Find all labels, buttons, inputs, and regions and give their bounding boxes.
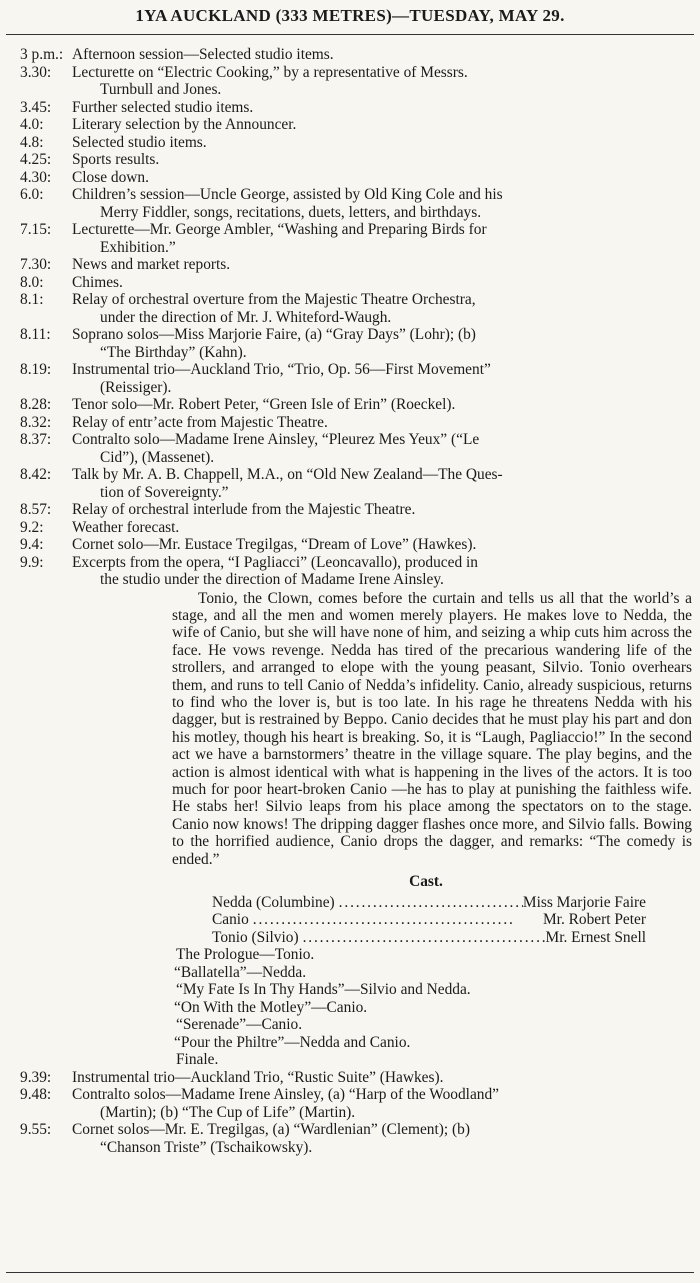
programme-time: 8.1: xyxy=(20,291,44,308)
programme-description xyxy=(72,256,692,274)
programme-item xyxy=(20,186,692,221)
programme-time: 8.28: xyxy=(20,396,52,413)
cast-list xyxy=(20,894,692,947)
programme-description-line: Literary selection by the Announcer. xyxy=(72,116,297,133)
programme-time: 8.57: xyxy=(20,501,52,518)
programme-time: 8.11: xyxy=(20,326,51,343)
programme-description xyxy=(72,134,692,152)
programme-description xyxy=(72,151,692,169)
programme-item xyxy=(20,1121,692,1156)
programme-time: 7.30: xyxy=(20,256,52,273)
programme-description-continuation: the studio under the direction of Madame Irene Ainsley. xyxy=(100,571,444,588)
programme-description-line: Contralto solo—Madame Irene Ainsley, “Pleurez Mes Yeux” (“Le xyxy=(72,431,480,448)
programme-description-line: Children’s session—Uncle George, assisted by Old King Cole and his xyxy=(72,186,503,203)
programme-description-line: Sports results. xyxy=(72,151,160,168)
programme-description xyxy=(72,221,692,256)
programme-description xyxy=(72,536,692,554)
programme-time: 4.0: xyxy=(20,116,44,133)
cast-role: Canio xyxy=(212,911,249,928)
programme-time: 4.25: xyxy=(20,151,52,168)
programme-description xyxy=(72,554,692,589)
cast-row xyxy=(212,911,646,929)
programme-time: 8.19: xyxy=(20,361,52,378)
programme-description xyxy=(72,361,692,396)
programme-description-line: Relay of orchestral overture from the Majestic Theatre Orchestra, xyxy=(72,291,476,308)
programme-description-continuation: under the direction of Mr. J. Whiteford-Waugh. xyxy=(100,308,392,326)
programme-description-continuation: (Martin); (b) “The Cup of Life” (Martin). xyxy=(100,1103,356,1121)
programme-item xyxy=(20,151,692,169)
programme-item xyxy=(20,1069,692,1087)
programme-description-line: Talk by Mr. A. B. Chappell, M.A., on “Old New Zealand—The Ques- xyxy=(72,466,503,483)
programme-description xyxy=(72,46,692,64)
programme-description-line: Soprano solos—Miss Marjorie Faire, (a) “Gray Days” (Lohr); (b) xyxy=(72,326,476,343)
programme-description xyxy=(72,169,692,187)
cast-actor: Mr. Ernest Snell xyxy=(545,928,646,946)
programme-description-line: Contralto solos—Madame Irene Ainsley, (a) “Harp of the Woodland” xyxy=(72,1086,500,1103)
programme-item xyxy=(20,116,692,134)
cast-actor: Miss Marjorie Faire xyxy=(522,893,646,911)
programme-description-continuation: Merry Fiddler, songs, recitations, duets, letters, and birthdays. xyxy=(100,203,482,221)
programme-item xyxy=(20,536,692,554)
programme-description xyxy=(72,326,692,361)
programme-description xyxy=(72,64,692,99)
programme-description-continuation: Turnbull and Jones. xyxy=(100,81,222,98)
programme-item xyxy=(20,291,692,326)
programme-time: 8.42: xyxy=(20,466,52,483)
leader-dots xyxy=(299,929,546,947)
programme-description xyxy=(72,186,692,221)
programme-time: 3 p.m.: xyxy=(20,46,64,63)
cast-row xyxy=(212,894,646,912)
programme-item xyxy=(20,274,692,292)
programme-time: 4.30: xyxy=(20,168,52,186)
programme-time: 8.37: xyxy=(20,431,52,448)
programme-time: 9.48: xyxy=(20,1086,52,1103)
programme-item xyxy=(20,361,692,396)
programme-item xyxy=(20,256,692,274)
programme-description-line: Afternoon session—Selected studio items. xyxy=(72,46,334,63)
programme-early xyxy=(20,46,692,589)
bottom-rule xyxy=(6,1272,694,1273)
opera-number: Finale. xyxy=(176,1051,219,1068)
cast-row xyxy=(212,929,646,947)
opera-numbers-list xyxy=(20,946,692,1069)
programme-item xyxy=(20,466,692,501)
programme-description xyxy=(72,274,692,292)
programme-description-line: News and market reports. xyxy=(72,256,231,273)
cast-role: Nedda (Columbine) xyxy=(212,893,335,911)
programme-time: 9.4: xyxy=(20,536,44,553)
opera-number: “My Fate Is In Thy Hands”—Silvio and Nedda. xyxy=(176,981,471,998)
programme-item xyxy=(20,554,692,589)
programme-item xyxy=(20,431,692,466)
programme-description xyxy=(72,1086,692,1121)
programme-time: 6.0: xyxy=(20,186,44,203)
programme-time: 9.55: xyxy=(20,1121,52,1138)
programme-description-line: Cornet solo—Mr. Eustace Tregilgas, “Dream of Love” (Hawkes). xyxy=(72,536,477,553)
programme-description-line: Relay of orchestral interlude from the Majestic Theatre. xyxy=(72,501,416,518)
programme-description-continuation: tion of Sovereignty.” xyxy=(100,483,229,501)
programme-description xyxy=(72,99,692,117)
programme-description xyxy=(72,116,692,134)
programme-description-line: Instrumental trio—Auckland Trio, “Rustic Suite” (Hawkes). xyxy=(72,1068,444,1086)
programme-item xyxy=(20,1086,692,1121)
programme-item xyxy=(20,46,692,64)
programme-time: 4.8: xyxy=(20,133,44,151)
programme-description xyxy=(72,431,692,466)
leader-dots xyxy=(249,911,543,929)
programme-time: 9.39: xyxy=(20,1068,52,1086)
programme-description xyxy=(72,519,692,537)
programme-list xyxy=(20,46,692,1156)
programme-time: 7.15: xyxy=(20,221,52,238)
programme-description xyxy=(72,414,692,432)
leader-dots xyxy=(335,894,523,912)
opera-number: “Ballatella”—Nedda. xyxy=(174,963,307,981)
programme-description-line: Excerpts from the opera, “I Pagliacci” (Leoncavallo), produced in xyxy=(72,553,478,571)
programme-item xyxy=(20,396,692,414)
top-rule xyxy=(6,34,694,35)
programme-description-continuation: Exhibition.” xyxy=(100,238,176,256)
synopsis-paragraph: Tonio, the Clown, comes before the curtain and tells us all that the world’s a stage, and all the men and women merely players. He makes love to Nedda, the wife of Canio, but she will have none of him, and seizing a whip cuts him across the face. He vows revenge. Nedda has tired of the precarious wandering life of the strollers, and arranged to elope with the young peasant, Silvio. Tonio overhears them, and runs to tell Canio of Nedda’s infidelity. Canio, already suspicious, returns to find who the lover is, but is too late. In his rage he threatens Nedda with his dagger, but is restrained by Beppo. Canio decides that he must play his part and don his motley, though his heart is breaking. So, it is “Laugh, Pagliaccio!” In the second act we have a barnstormers’ theatre in the village square. The play begins, and the action is almost identical with what is happening in the lives of the actors. It is too much for poor heart-broken Canio —he has to play at punishing the faithless wife. He stabs her! Silvio leaps from his place among the spectators on to the stage. Canio now knows! The dripping dagger flashes once more, and Silvio falls. Bowing to the horrified audience, Canio drops the dagger, and remarks: “The comedy is ended.” xyxy=(172,589,692,868)
programme-description xyxy=(72,1069,692,1087)
programme-time: 3.45: xyxy=(20,98,52,116)
programme-item xyxy=(20,169,692,187)
programme-time: 8.32: xyxy=(20,413,52,431)
opera-number: The Prologue—Tonio. xyxy=(176,946,315,963)
cast-heading: Cast. xyxy=(409,873,443,890)
opera-number: “Serenade”—Canio. xyxy=(176,1016,303,1033)
programme-description-line: Further selected studio items. xyxy=(72,98,254,116)
programme-description-line: Close down. xyxy=(72,168,149,186)
programme-description-continuation: (Reissiger). xyxy=(100,378,172,396)
programme-time: 8.0: xyxy=(20,273,44,291)
programme-description-line: Cornet solos—Mr. E. Tregilgas, (a) “Wardlenian” (Clement); (b) xyxy=(72,1121,470,1138)
programme-description xyxy=(72,396,692,414)
opera-number: “On With the Motley”—Canio. xyxy=(174,998,368,1016)
programme-description-continuation: “The Birthday” (Kahn). xyxy=(100,343,247,361)
programme-item xyxy=(20,134,692,152)
programme-item xyxy=(20,519,692,537)
programme-item xyxy=(20,326,692,361)
programme-description-line: Tenor solo—Mr. Robert Peter, “Green Isle of Erin” (Roeckel). xyxy=(72,396,456,413)
programme-late xyxy=(20,1069,692,1157)
programme-description-line: Chimes. xyxy=(72,273,123,291)
programme-description xyxy=(72,1121,692,1156)
programme-description-line: Lecturette on “Electric Cooking,” by a representative of Messrs. xyxy=(72,63,468,81)
programme-description-continuation: Cid”), (Massenet). xyxy=(100,448,215,466)
programme-item xyxy=(20,64,692,99)
cast-role: Tonio (Silvio) xyxy=(212,928,299,946)
opera-number: “Pour the Philtre”—Nedda and Canio. xyxy=(174,1033,411,1051)
programme-description xyxy=(72,466,692,501)
programme-description-line: Instrumental trio—Auckland Trio, “Trio, Op. 56—First Movement” xyxy=(72,361,491,378)
programme-item xyxy=(20,501,692,519)
programme-item xyxy=(20,221,692,256)
programme-description-continuation: “Chanson Triste” (Tschaikowsky). xyxy=(100,1138,313,1156)
cast-actor: Mr. Robert Peter xyxy=(542,911,646,928)
programme-description xyxy=(72,501,692,519)
programme-description xyxy=(72,291,692,326)
programme-item xyxy=(20,414,692,432)
programme-time: 3.30: xyxy=(20,63,52,81)
programme-item xyxy=(20,99,692,117)
programme-description-line: Lecturette—Mr. George Ambler, “Washing and Preparing Birds for xyxy=(72,221,487,238)
programme-time: 9.2: xyxy=(20,518,44,536)
programme-description-line: Selected studio items. xyxy=(72,133,207,151)
programme-description-line: Weather forecast. xyxy=(72,518,180,536)
page-title: 1YA AUCKLAND (333 METRES)—TUESDAY, MAY 29. xyxy=(135,6,565,25)
programme-time: 9.9: xyxy=(20,553,44,571)
programme-description-line: Relay of entr’acte from Majestic Theatre. xyxy=(72,413,328,431)
